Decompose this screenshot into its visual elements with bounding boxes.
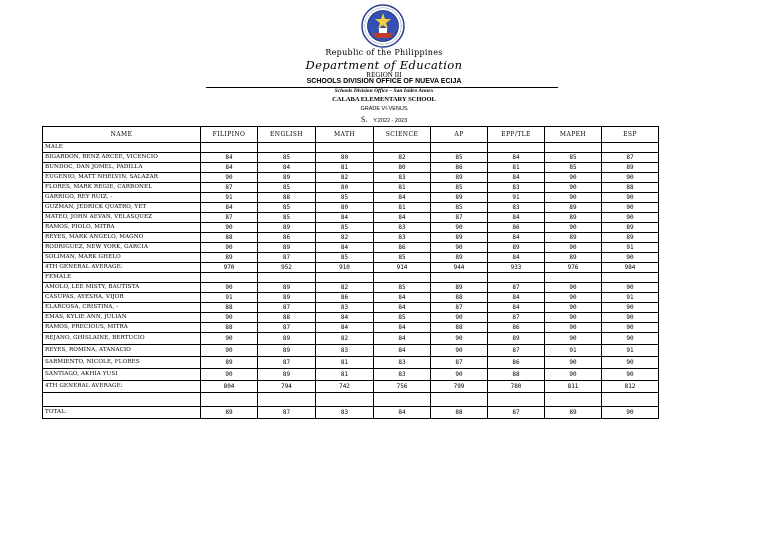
grade-cell: 976 — [545, 263, 602, 273]
table-row — [43, 283, 659, 293]
table-row — [43, 323, 659, 333]
empty-cell — [602, 393, 659, 407]
empty-cell — [431, 393, 488, 407]
grade-cell: 89 — [545, 203, 602, 213]
grade-cell: 90 — [545, 283, 602, 293]
table-row — [43, 183, 659, 193]
table-row — [43, 313, 659, 323]
grade-cell: 86 — [431, 163, 488, 173]
empty-cell — [602, 273, 659, 283]
grade-cell: 89 — [431, 173, 488, 183]
grade-cell: 90 — [602, 313, 659, 323]
row-label: TOTAL: — [43, 407, 201, 419]
grade-cell: 90 — [602, 303, 659, 313]
grade-cell: 85 — [316, 193, 374, 203]
grade-cell: 91 — [201, 293, 258, 303]
student-name: EUGENIO, MATT NHELVIN, SALAZAR — [43, 173, 201, 183]
grade-cell: 88 — [258, 193, 316, 203]
table-row — [43, 243, 659, 253]
grade-cell: 89 — [431, 193, 488, 203]
grade-cell: 88 — [201, 323, 258, 333]
student-name: SARMIENTO, NICOLE, FLORES — [43, 357, 201, 369]
grade-cell: 86 — [258, 233, 316, 243]
school-name: CALABA ELEMENTARY SCHOOL — [332, 96, 436, 103]
grade-cell: 88 — [431, 323, 488, 333]
table-row — [43, 303, 659, 313]
grade-cell: 944 — [431, 263, 488, 273]
table-row — [43, 293, 659, 303]
grade-cell: 90 — [201, 313, 258, 323]
grade-cell: 84 — [201, 163, 258, 173]
grade-cell: 89 — [258, 173, 316, 183]
empty-cell — [258, 393, 316, 407]
grade-cell: 84 — [374, 407, 431, 419]
grade-cell: 83 — [316, 303, 374, 313]
grade-cell: 90 — [545, 313, 602, 323]
grade-cell: 81 — [316, 357, 374, 369]
student-name: RAMOS, PRECIOUS, MITRA — [43, 323, 201, 333]
grade-cell: 90 — [602, 253, 659, 263]
grade-cell: 90 — [602, 407, 659, 419]
table-row — [43, 357, 659, 369]
grade-cell: 83 — [488, 183, 545, 193]
grade-cell: 90 — [431, 345, 488, 357]
row-label: 4TH GENERAL AVERAGE: — [43, 381, 201, 393]
grade-cell: 89 — [258, 369, 316, 381]
grade-cell: 90 — [545, 183, 602, 193]
grade-cell: 87 — [488, 313, 545, 323]
grade-cell: 83 — [488, 203, 545, 213]
grade-cell: 90 — [602, 323, 659, 333]
grade-cell: 933 — [488, 263, 545, 273]
empty-cell — [258, 143, 316, 153]
grade-cell: 80 — [316, 203, 374, 213]
grade-cell: 82 — [316, 173, 374, 183]
grade-cell: 87 — [258, 407, 316, 419]
grade-cell: 89 — [258, 223, 316, 233]
grade-cell: 84 — [488, 213, 545, 223]
grade-cell: 87 — [602, 153, 659, 163]
school-year — [0, 115, 768, 124]
grade-cell: 85 — [258, 153, 316, 163]
grade-cell: 88 — [431, 293, 488, 303]
annex-label: Schools Division Office – San Isidro Annex — [334, 88, 434, 94]
grade-cell: 799 — [431, 381, 488, 393]
grade-cell: 81 — [374, 183, 431, 193]
grade-cell: 90 — [602, 283, 659, 293]
column-header: ENGLISH — [258, 127, 316, 143]
grade-cell: 85 — [374, 253, 431, 263]
grade-cell: 84 — [258, 163, 316, 173]
grade-cell: 90 — [431, 223, 488, 233]
grade-cell: 82 — [316, 283, 374, 293]
grade-cell: 89 — [258, 333, 316, 345]
republic-title: Republic of the Philippines — [325, 48, 443, 57]
table-row — [43, 345, 659, 357]
grade-cell: 82 — [316, 333, 374, 345]
grade-cell: 89 — [545, 233, 602, 243]
grade-cell: 87 — [258, 323, 316, 333]
grade-cell: 90 — [602, 213, 659, 223]
grade-cell: 84 — [374, 323, 431, 333]
empty-cell — [488, 143, 545, 153]
grade-cell: 90 — [201, 345, 258, 357]
column-header: NAME — [43, 127, 201, 143]
table-row — [43, 203, 659, 213]
grade-section: GRADE VI-VENUS — [360, 106, 408, 112]
grade-cell: 83 — [374, 357, 431, 369]
grade-cell: 84 — [374, 293, 431, 303]
empty-cell — [316, 393, 374, 407]
total-row — [43, 407, 659, 419]
grade-cell: 89 — [258, 283, 316, 293]
student-name: SOLIMAN, MARK GHELO — [43, 253, 201, 263]
grade-cell: 89 — [602, 223, 659, 233]
column-header: EPP/TLE — [488, 127, 545, 143]
grade-cell: 794 — [258, 381, 316, 393]
grade-cell: 84 — [316, 243, 374, 253]
student-name: SANTIAGO, AKHIA YUSI — [43, 369, 201, 381]
grade-cell: 91 — [602, 345, 659, 357]
grade-cell: 89 — [431, 283, 488, 293]
row-label: 4TH GENERAL AVERAGE: — [43, 263, 201, 273]
grade-cell: 88 — [431, 407, 488, 419]
grade-cell: 85 — [431, 153, 488, 163]
grade-cell: 81 — [488, 163, 545, 173]
grade-cell: 88 — [488, 369, 545, 381]
grade-cell: 80 — [374, 163, 431, 173]
grade-cell: 89 — [545, 213, 602, 223]
grade-cell: 84 — [488, 233, 545, 243]
grade-cell: 91 — [602, 293, 659, 303]
grade-cell: 90 — [602, 333, 659, 345]
table-row — [43, 153, 659, 163]
grade-cell: 89 — [201, 407, 258, 419]
grade-cell: 89 — [545, 253, 602, 263]
empty-cell — [374, 393, 431, 407]
grade-cell: 89 — [258, 293, 316, 303]
section-label: FEMALE — [43, 273, 201, 283]
grade-cell: 87 — [258, 303, 316, 313]
grade-cell: 90 — [545, 173, 602, 183]
grade-cell: 780 — [488, 381, 545, 393]
grade-cell: 84 — [374, 333, 431, 345]
grade-cell: 80 — [316, 183, 374, 193]
grade-cell: 86 — [488, 323, 545, 333]
student-name: REJANO, GHISLAINE, BERTUCIO — [43, 333, 201, 345]
grade-cell: 84 — [488, 253, 545, 263]
grade-cell: 90 — [201, 333, 258, 345]
grade-cell: 86 — [374, 243, 431, 253]
general-average-row — [43, 381, 659, 393]
school-year-prefix: S. — [360, 115, 368, 124]
grade-cell: 84 — [488, 173, 545, 183]
student-name: GUZMAN, JEDRICK QUATRO, YET — [43, 203, 201, 213]
grade-cell: 87 — [258, 357, 316, 369]
grade-cell: 87 — [488, 345, 545, 357]
grade-cell: 89 — [488, 333, 545, 345]
empty-cell — [545, 393, 602, 407]
grade-cell: 89 — [602, 163, 659, 173]
empty-cell — [316, 273, 374, 283]
student-name: RODRIGUEZ, NEW YORK, GARCIA — [43, 243, 201, 253]
grade-cell: 86 — [316, 293, 374, 303]
grade-cell: 90 — [431, 369, 488, 381]
grade-cell: 81 — [316, 163, 374, 173]
grade-cell: 87 — [431, 357, 488, 369]
grade-cell: 90 — [545, 323, 602, 333]
deped-seal-logo — [361, 4, 405, 48]
department-title: Department of Education — [305, 58, 463, 72]
grade-cell: 85 — [431, 203, 488, 213]
empty-cell — [258, 273, 316, 283]
student-name: ELARCOSA, CRISTINA, - — [43, 303, 201, 313]
grade-cell: 90 — [545, 223, 602, 233]
grade-cell: 910 — [316, 263, 374, 273]
grade-cell: 85 — [431, 183, 488, 193]
grade-cell: 90 — [545, 193, 602, 203]
grade-cell: 85 — [316, 223, 374, 233]
grade-cell: 90 — [602, 203, 659, 213]
grade-cell: 756 — [374, 381, 431, 393]
grade-cell: 85 — [258, 203, 316, 213]
table-row — [43, 369, 659, 381]
table-row — [43, 173, 659, 183]
grade-cell: 90 — [431, 333, 488, 345]
grade-cell: 84 — [316, 323, 374, 333]
grade-cell: 90 — [545, 357, 602, 369]
grades-table-body — [43, 143, 659, 419]
grade-cell: 87 — [201, 213, 258, 223]
column-header: MATH — [316, 127, 374, 143]
grade-cell: 89 — [201, 253, 258, 263]
grade-cell: 84 — [316, 313, 374, 323]
grade-cell: 88 — [201, 233, 258, 243]
empty-cell — [431, 143, 488, 153]
empty-cell — [201, 143, 258, 153]
grade-cell: 89 — [431, 253, 488, 263]
empty-cell — [545, 273, 602, 283]
grade-cell: 90 — [431, 313, 488, 323]
grade-cell: 84 — [488, 303, 545, 313]
column-header: MAPEH — [545, 127, 602, 143]
grade-cell: 85 — [545, 153, 602, 163]
table-row — [43, 333, 659, 345]
grade-cell: 83 — [316, 345, 374, 357]
student-name: MATEO, JOHN AEVAN, VELASQUEZ — [43, 213, 201, 223]
blank-row — [43, 393, 659, 407]
grade-cell: 87 — [488, 283, 545, 293]
table-row — [43, 233, 659, 243]
grade-cell: 89 — [258, 243, 316, 253]
empty-cell — [488, 393, 545, 407]
grade-cell: 88 — [258, 313, 316, 323]
grade-cell: 85 — [258, 213, 316, 223]
grade-cell: 85 — [316, 253, 374, 263]
grade-cell: 812 — [602, 381, 659, 393]
grade-cell: 91 — [201, 193, 258, 203]
column-header: FILIPINO — [201, 127, 258, 143]
grade-cell: 742 — [316, 381, 374, 393]
grade-cell: 81 — [316, 369, 374, 381]
empty-cell — [201, 273, 258, 283]
grade-cell: 87 — [431, 213, 488, 223]
grade-cell: 84 — [374, 193, 431, 203]
grade-cell: 84 — [374, 213, 431, 223]
grade-cell: 84 — [374, 345, 431, 357]
grade-cell: 90 — [201, 243, 258, 253]
grade-cell: 89 — [602, 233, 659, 243]
grade-cell: 85 — [374, 283, 431, 293]
column-header: AP — [431, 127, 488, 143]
grade-cell: 89 — [431, 233, 488, 243]
empty-cell — [43, 393, 201, 407]
column-header: ESP — [602, 127, 659, 143]
grade-cell: 90 — [545, 243, 602, 253]
grade-cell: 86 — [488, 223, 545, 233]
grades-table — [42, 126, 659, 419]
student-name: GARRIGO, REY RUIZ, - — [43, 193, 201, 203]
grade-cell: 84 — [488, 293, 545, 303]
grade-cell: 90 — [201, 283, 258, 293]
table-header-row — [43, 127, 659, 143]
grade-cell: 90 — [545, 333, 602, 345]
column-header: SCIENCE — [374, 127, 431, 143]
grade-cell: 87 — [258, 253, 316, 263]
grade-cell: 984 — [602, 263, 659, 273]
grade-cell: 90 — [602, 193, 659, 203]
grade-cell: 952 — [258, 263, 316, 273]
grade-cell: 83 — [374, 173, 431, 183]
grade-cell: 811 — [545, 381, 602, 393]
grade-cell: 84 — [201, 203, 258, 213]
grade-cell: 88 — [201, 303, 258, 313]
grade-cell: 80 — [316, 153, 374, 163]
grade-cell: 87 — [201, 183, 258, 193]
grade-cell: 90 — [201, 223, 258, 233]
table-row — [43, 253, 659, 263]
empty-cell — [431, 273, 488, 283]
grade-cell: 83 — [316, 407, 374, 419]
grade-cell: 89 — [545, 407, 602, 419]
grade-cell: 85 — [374, 313, 431, 323]
grade-cell: 90 — [201, 369, 258, 381]
grade-cell: 89 — [258, 345, 316, 357]
grade-cell: 90 — [602, 357, 659, 369]
grade-cell: 84 — [201, 153, 258, 163]
grade-cell: 90 — [545, 369, 602, 381]
table-row — [43, 163, 659, 173]
male-section-row — [43, 143, 659, 153]
grade-cell: 90 — [201, 173, 258, 183]
grade-cell: 84 — [488, 153, 545, 163]
grade-cell: 82 — [316, 233, 374, 243]
grade-cell: 83 — [374, 369, 431, 381]
grade-cell: 83 — [374, 223, 431, 233]
general-average-row — [43, 263, 659, 273]
school-year-value: Y.2022 - 2023 — [373, 118, 408, 124]
grade-cell: 87 — [431, 303, 488, 313]
grade-cell: 90 — [602, 173, 659, 183]
grade-cell: 85 — [545, 163, 602, 173]
grade-cell: 84 — [374, 303, 431, 313]
empty-cell — [374, 143, 431, 153]
grade-cell: 84 — [316, 213, 374, 223]
grade-cell: 91 — [602, 243, 659, 253]
grade-cell: 89 — [201, 357, 258, 369]
empty-cell — [488, 273, 545, 283]
grade-cell: 90 — [545, 293, 602, 303]
grade-cell: 86 — [488, 357, 545, 369]
grade-cell: 91 — [488, 193, 545, 203]
grade-cell: 804 — [201, 381, 258, 393]
student-name: CASUPAS, AYESHA, VIJOR — [43, 293, 201, 303]
region-label: REGION III — [366, 71, 402, 79]
empty-cell — [201, 393, 258, 407]
section-label: MALE — [43, 143, 201, 153]
empty-cell — [602, 143, 659, 153]
grade-cell: 87 — [488, 407, 545, 419]
division-label: SCHOOLS DIVISION OFFICE OF NUEVA ECIJA — [306, 78, 462, 85]
table-row — [43, 213, 659, 223]
grade-cell: 85 — [258, 183, 316, 193]
grade-cell: 88 — [602, 183, 659, 193]
student-name: AMOLO, LEE MISTY, BAUTISTA — [43, 283, 201, 293]
table-row — [43, 223, 659, 233]
student-name: REYES, ROMINA, ATANACIO — [43, 345, 201, 357]
student-name: FLORES, MARK REGIE, CARBONEL — [43, 183, 201, 193]
grade-cell: 89 — [488, 243, 545, 253]
student-name: RAMOS, PIOLO, MITRA — [43, 223, 201, 233]
grade-cell: 81 — [374, 203, 431, 213]
grade-cell: 91 — [545, 345, 602, 357]
empty-cell — [374, 273, 431, 283]
grade-cell: 90 — [431, 243, 488, 253]
student-name: BIGARDON, RENZ ARCEE, VICENCIO — [43, 153, 201, 163]
grade-cell: 970 — [201, 263, 258, 273]
female-section-row — [43, 273, 659, 283]
grade-cell: 83 — [374, 233, 431, 243]
grade-cell: 914 — [374, 263, 431, 273]
grade-cell: 90 — [602, 369, 659, 381]
student-name: REYES, MARK ANGELO, MAGNO — [43, 233, 201, 243]
student-name: EMAS, KYLIE ANN, JULIAN — [43, 313, 201, 323]
student-name: BUNDOC, DAN JOMEL, PADILLA — [43, 163, 201, 173]
grade-cell: 90 — [545, 303, 602, 313]
grade-cell: 82 — [374, 153, 431, 163]
table-row — [43, 193, 659, 203]
empty-cell — [545, 143, 602, 153]
empty-cell — [316, 143, 374, 153]
